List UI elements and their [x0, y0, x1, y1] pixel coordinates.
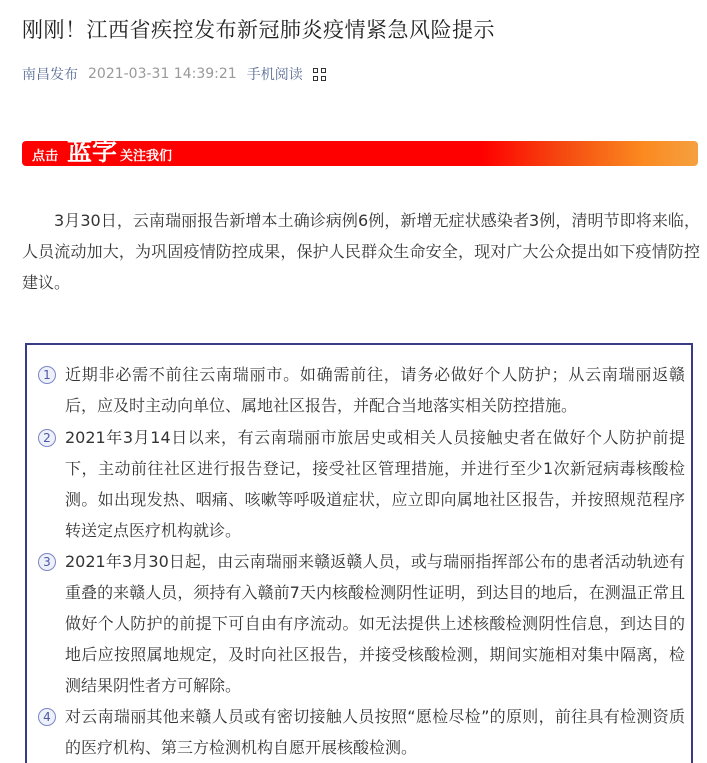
banner-highlight: 蓝字 — [67, 137, 118, 166]
intro-paragraph: 3月30日，云南瑞丽报告新增本土确诊病例6例，新增无症状感染者3例，清明节即将来临，人员流动加大，为巩固疫情防控成果，保护人民群众生命安全，现对广大公众提出如下疫情防控建议。 — [22, 211, 700, 292]
publish-time: 2021-03-31 14:39:21 — [88, 66, 237, 82]
advice-text: 近期非必需不前往云南瑞丽市。如确需前往，请务必做好个人防护；从云南瑞丽返赣后，应及时主动向单位、属地社区报告，并配合当地落实相关防控措施。 — [65, 365, 685, 415]
advice-item — [40, 359, 685, 421]
advice-box — [25, 343, 693, 763]
article-meta — [22, 64, 326, 84]
mobile-read-link[interactable]: 手机阅读 — [246, 67, 303, 83]
source-link[interactable]: 南昌发布 — [22, 67, 78, 83]
advice-text: 2021年3月14日以来，有云南瑞丽市旅居史或相关人员接触史者在做好个人防护前提下，主动前往社区进行报告登记，接受社区管理措施，并进行至少1次新冠病毒核酸检测。如出现发热、咽痛、咳嗽等呼吸道症状，应立即向属地社区报告，并按照规范程序转送定点医疗机构就诊。 — [65, 428, 685, 540]
follow-banner[interactable] — [22, 137, 698, 166]
qr-code-icon[interactable] — [313, 68, 326, 81]
advice-text: 对云南瑞丽其他来赣人员或有密切接触人员按照“愿检尽检”的原则，前往具有检测资质的医疗机构、第三方检测机构自愿开展核酸检测。 — [65, 707, 685, 757]
advice-item — [40, 546, 685, 701]
number-badge-icon: 2 — [38, 429, 56, 447]
banner-suffix: 关注我们 — [120, 149, 173, 164]
advice-item — [40, 422, 685, 546]
advice-text: 2021年3月30日起，由云南瑞丽来赣返赣人员，或与瑞丽指挥部公布的患者活动轨迹有重叠的来赣人员，须持有入赣前7天内核酸检测阴性证明，到达目的地后，在测温正常且做好个人防护的前提下可自由有序流动。如无法提供上述核酸检测阴性信息，到达目的地后应按照属地规定，及时向社区报告，并接受核酸检测，期间实施相对集中隔离，检测结果阴性者方可解除。 — [65, 552, 685, 695]
banner-prefix: 点击 — [32, 149, 59, 164]
advice-item — [40, 701, 685, 763]
number-badge-icon: 1 — [38, 366, 56, 384]
number-badge-icon: 4 — [38, 708, 56, 726]
article-title: 刚刚！江西省疾控发布新冠肺炎疫情紧急风险提示 — [22, 18, 495, 42]
number-badge-icon: 3 — [38, 553, 56, 571]
